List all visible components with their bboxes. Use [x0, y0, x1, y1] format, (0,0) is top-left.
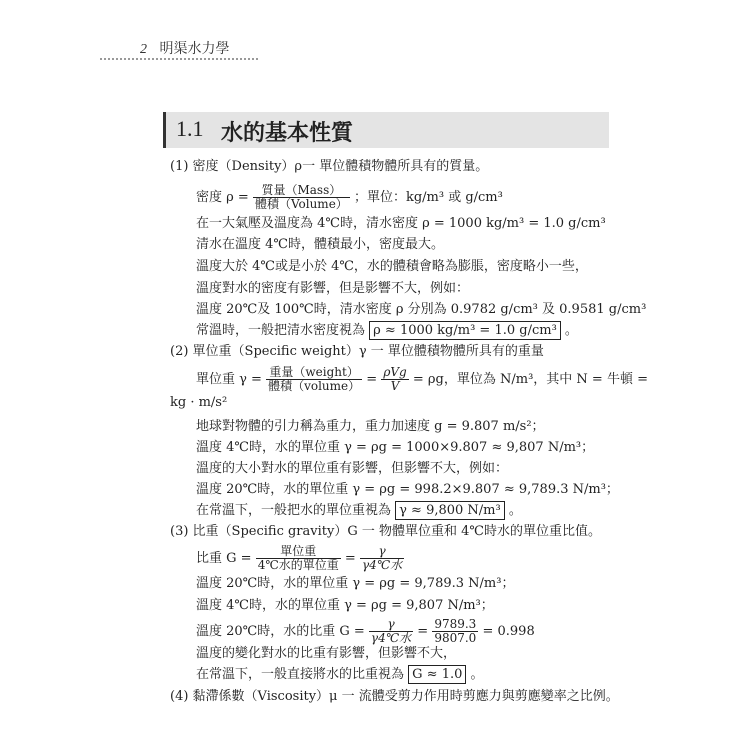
- density-line-2: 清水在溫度 4℃時，體積最小，密度最大。: [196, 237, 444, 252]
- weight-eq2: =: [366, 372, 378, 387]
- density-formula: [196, 184, 503, 211]
- weight-frac2-num: ρVg: [383, 365, 407, 379]
- density-frac-num: 質量（Mass）: [253, 184, 350, 198]
- gravity-line-3: [196, 618, 535, 645]
- density-line-3: 溫度大於 4℃或是小於 4℃，水的體積會略為膨脹，密度略小一些，: [196, 259, 588, 274]
- density-unit: ；單位：kg/m³ 或 g/cm³: [353, 190, 503, 205]
- density-formula-lhs: 密度 ρ =: [196, 190, 249, 205]
- section-heading: [163, 112, 609, 148]
- gravity-frac-den: 4℃水的單位重: [257, 558, 339, 572]
- section-number: 1.1: [176, 116, 204, 141]
- weight-formula-rhs: = ρg，單位為 N/m³，其中 N = 牛頓 =: [412, 372, 648, 387]
- weight-line-4: 溫度 20℃時，水的單位重 γ = ρg = 998.2×9.807 ≈ 9,789.3 N/m³；: [196, 482, 619, 497]
- gravity-heading: (3) 比重（Specific gravity）G 一 物體單位重和 4℃時水的單位重比值。: [170, 524, 601, 539]
- gravity-line-5-end: 。: [470, 667, 484, 682]
- weight-line-5: [196, 502, 522, 520]
- weight-fraction: [266, 366, 362, 393]
- gravity-line-3-rhs: = 0.998: [482, 624, 535, 639]
- weight-boxed-value: γ ≈ 9,800 N/m³: [395, 501, 505, 520]
- weight-heading: (2) 單位重（Specific weight）γ 一 單位體積物體所具有的重量: [170, 344, 544, 359]
- density-line-1: 在一大氣壓及溫度為 4℃時，清水密度 ρ = 1000 kg/m³ = 1.0 g/cm³: [196, 216, 606, 231]
- density-frac-den: 體積（Volume）: [254, 197, 348, 211]
- gravity-line-3-fraction: [369, 618, 413, 645]
- density-line-6-end: 。: [564, 323, 578, 338]
- weight-line-2: 溫度 4℃時，水的單位重 γ = ρg = 1000×9.807 ≈ 9,807 N/m³；: [196, 440, 595, 455]
- gravity-line-3-frac2-den: 9807.0: [434, 631, 477, 645]
- density-boxed-value: ρ ≈ 1000 kg/m³ = 1.0 g/cm³: [369, 321, 561, 340]
- gravity-frac-num: 單位重: [256, 545, 341, 559]
- header-dotted-rule: [100, 58, 258, 60]
- gravity-boxed-value: G ≈ 1.0: [408, 665, 466, 684]
- gravity-line-3-fraction-2: [432, 618, 478, 645]
- density-fraction: [253, 184, 350, 211]
- gravity-line-3-frac-num: γ: [369, 618, 413, 632]
- density-line-6: [196, 322, 578, 340]
- gravity-line-1: 溫度 20℃時，水的單位重 γ = ρg = 9,789.3 N/m³；: [196, 576, 515, 591]
- weight-line-5-end: 。: [508, 503, 522, 518]
- gravity-frac2-den: γ4℃水: [361, 558, 403, 572]
- gravity-formula: [196, 545, 404, 572]
- weight-unit-cont: kg · m/s²: [170, 395, 228, 410]
- running-header: [140, 38, 229, 58]
- gravity-fraction: [256, 545, 341, 572]
- density-line-4: 溫度對水的密度有影響，但是影響不大，例如：: [196, 281, 470, 296]
- page-number: 2: [140, 42, 147, 57]
- weight-frac2-den: V: [390, 379, 400, 393]
- gravity-line-2: 溫度 4℃時，水的單位重 γ = ρg = 9,807 N/m³；: [196, 598, 494, 613]
- weight-line-1: 地球對物體的引力稱為重力，重力加速度 g = 9.807 m/s²；: [196, 419, 545, 434]
- weight-formula: [196, 366, 648, 393]
- weight-formula-lhs: 單位重 γ =: [196, 372, 262, 387]
- density-line-6-text: 常溫時，一般把清水密度視為: [196, 323, 366, 338]
- weight-frac-num: 重量（weight）: [266, 366, 362, 380]
- gravity-formula-lhs: 比重 G =: [196, 551, 252, 566]
- weight-frac-den: 體積（volume）: [268, 379, 361, 393]
- gravity-line-4: 溫度的變化對水的比重有影響，但影響不大，: [196, 646, 457, 661]
- weight-line-3: 溫度的大小對水的單位重有影響，但影響不大，例如：: [196, 461, 509, 476]
- weight-line-5-text: 在常溫下，一般把水的單位重視為: [196, 503, 392, 518]
- book-title: 明渠水力學: [159, 41, 230, 57]
- gravity-frac2-num: γ: [360, 545, 404, 559]
- gravity-line-3-eq: =: [417, 624, 429, 639]
- gravity-eq2: =: [344, 551, 356, 566]
- viscosity-heading: (4) 黏滯係數（Viscosity）μ 一 流體受剪力作用時剪應力與剪應變率之比例。: [170, 689, 619, 704]
- gravity-fraction-2: [360, 545, 404, 572]
- weight-fraction-2: [381, 366, 408, 393]
- gravity-line-3-lhs: 溫度 20℃時，水的比重 G =: [196, 624, 365, 639]
- gravity-line-5: [196, 666, 484, 684]
- density-heading: (1) 密度（Density）ρ一 單位體積物體所具有的質量。: [170, 159, 489, 174]
- gravity-line-5-text: 在常溫下，一般直接將水的比重視為: [196, 667, 405, 682]
- section-title: 水的基本性質: [221, 120, 354, 146]
- gravity-line-3-frac-den: γ4℃水: [370, 631, 412, 645]
- density-line-5: 溫度 20℃及 100℃時，清水密度 ρ 分別為 0.9782 g/cm³ 及 0.9581 g/cm³: [196, 302, 647, 317]
- gravity-line-3-frac2-num: 9789.3: [434, 617, 477, 631]
